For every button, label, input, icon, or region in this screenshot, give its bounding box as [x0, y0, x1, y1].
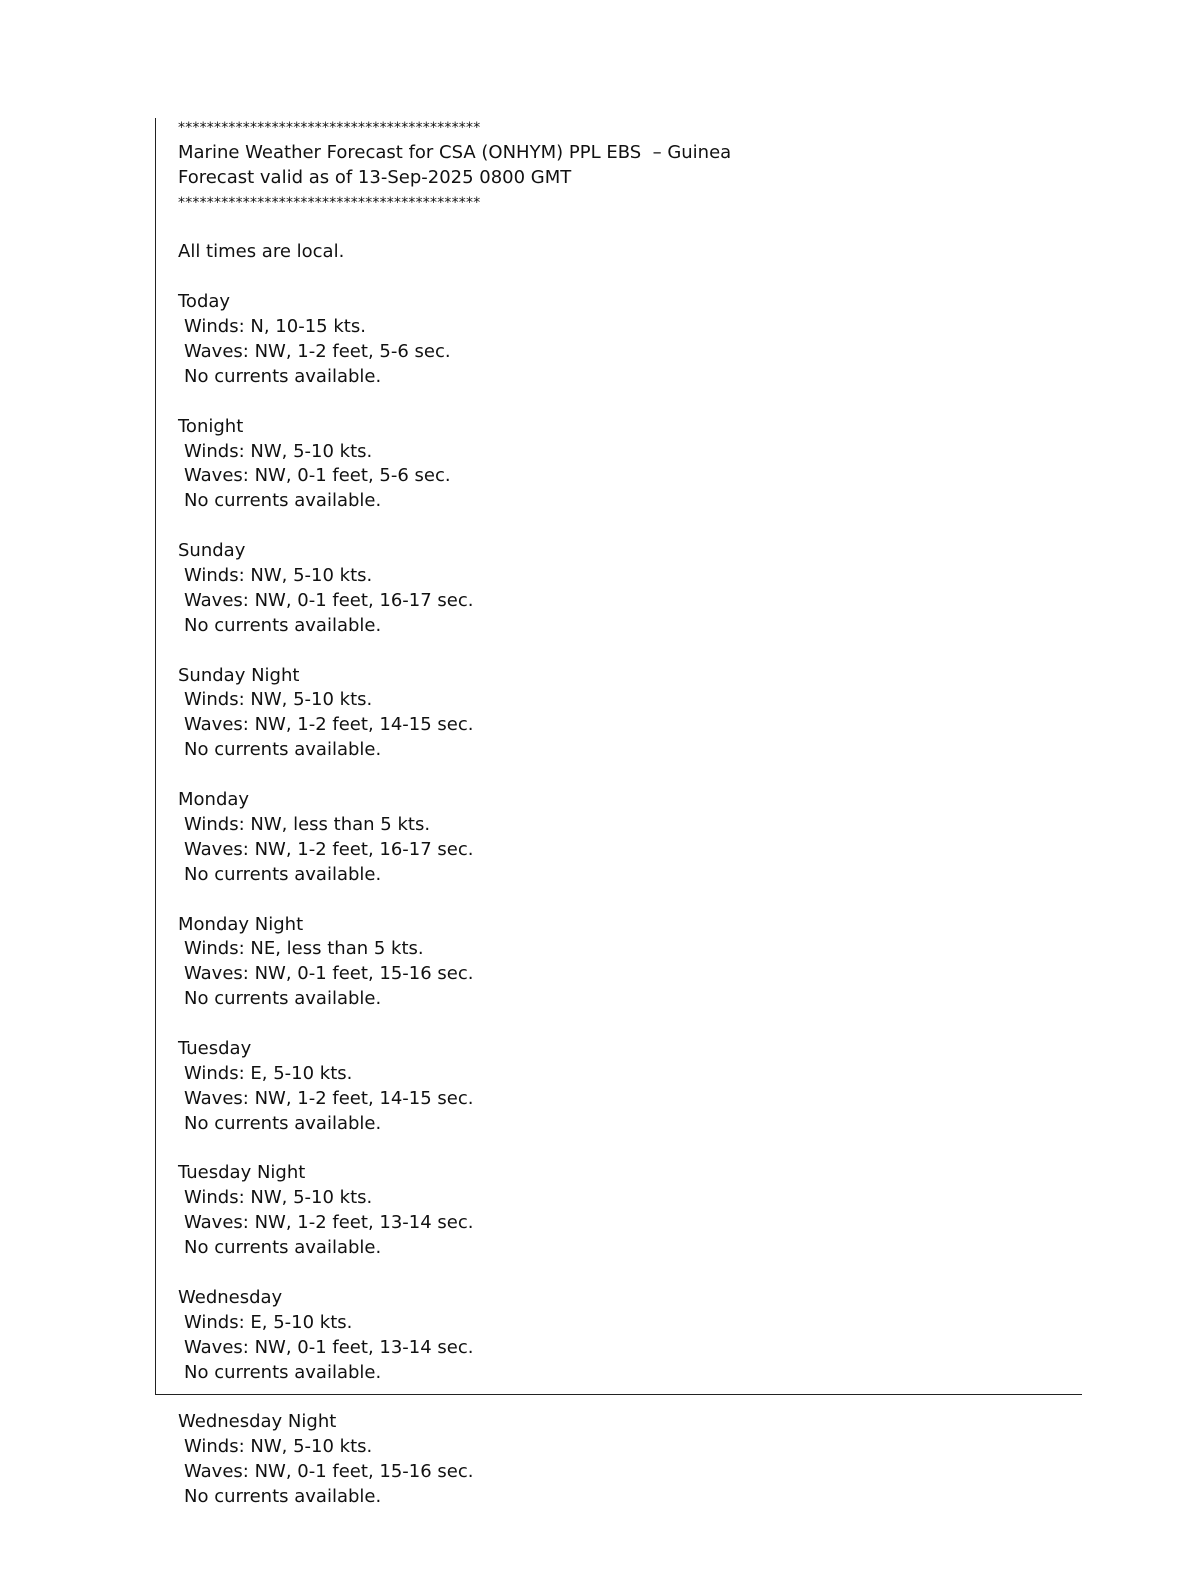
- period-winds: Winds: NE, less than 5 kts.: [184, 938, 424, 960]
- period-waves: Waves: NW, 0-1 feet, 5-6 sec.: [184, 465, 451, 487]
- period-currents: No currents available.: [184, 739, 382, 761]
- period-currents: No currents available.: [184, 365, 382, 387]
- forecast-period: [178, 1286, 1078, 1410]
- period-waves: Waves: NW, 1-2 feet, 14-15 sec.: [184, 714, 474, 736]
- forecast-valid-time: Forecast valid as of 13-Sep-2025 0800 GMT: [178, 166, 572, 188]
- spacer: [178, 390, 1078, 415]
- period-waves: Waves: NW, 0-1 feet, 16-17 sec.: [184, 589, 474, 611]
- period-waves: Waves: NW, 1-2 feet, 16-17 sec.: [184, 838, 474, 860]
- period-currents: No currents available.: [184, 988, 382, 1010]
- stars-divider-top: ******************************************: [178, 120, 481, 136]
- period-winds: Winds: NW, 5-10 kts.: [184, 1187, 373, 1209]
- period-name: Sunday Night: [178, 664, 300, 686]
- period-winds: Winds: N, 10-15 kts.: [184, 316, 366, 338]
- period-winds: Winds: NW, 5-10 kts.: [184, 440, 373, 462]
- spacer: [178, 1385, 1078, 1410]
- period-name: Tonight: [178, 415, 244, 437]
- period-waves: Waves: NW, 1-2 feet, 13-14 sec.: [184, 1212, 474, 1234]
- period-name: Today: [178, 291, 231, 313]
- spacer: [178, 639, 1078, 664]
- period-winds: Winds: E, 5-10 kts.: [184, 1062, 353, 1084]
- forecast-title: Marine Weather Forecast for CSA (ONHYM) PPL EBS – Guinea: [178, 141, 732, 163]
- period-name: Monday: [178, 789, 250, 811]
- spacer: [178, 265, 1078, 290]
- period-currents: No currents available.: [184, 1361, 382, 1383]
- period-winds: Winds: NW, 5-10 kts.: [184, 689, 373, 711]
- period-currents: No currents available.: [184, 490, 382, 512]
- period-currents: No currents available.: [184, 614, 382, 636]
- period-waves: Waves: NW, 1-2 feet, 14-15 sec.: [184, 1087, 474, 1109]
- period-winds: Winds: NW, 5-10 kts.: [184, 565, 373, 587]
- forecast-period: [178, 664, 1078, 788]
- spacer: [178, 763, 1078, 788]
- period-winds: Winds: E, 5-10 kts.: [184, 1311, 353, 1333]
- spacer: [178, 1137, 1078, 1162]
- period-winds: Winds: NW, less than 5 kts.: [184, 813, 431, 835]
- period-name: Wednesday Night: [178, 1411, 337, 1433]
- times-note: All times are local.: [178, 241, 345, 263]
- period-currents: No currents available.: [184, 863, 382, 885]
- period-currents: No currents available.: [184, 1112, 382, 1134]
- period-winds: Winds: NW, 5-10 kts.: [184, 1436, 373, 1458]
- period-waves: Waves: NW, 0-1 feet, 13-14 sec.: [184, 1336, 474, 1358]
- period-name: Wednesday: [178, 1286, 283, 1308]
- spacer: [178, 888, 1078, 913]
- period-name: Tuesday: [178, 1037, 252, 1059]
- period-waves: Waves: NW, 0-1 feet, 15-16 sec.: [184, 1461, 474, 1483]
- forecast-period: [178, 1410, 1078, 1510]
- forecast-document: [178, 116, 1078, 1510]
- forecast-period: [178, 788, 1078, 912]
- period-currents: No currents available.: [184, 1237, 382, 1259]
- period-waves: Waves: NW, 1-2 feet, 5-6 sec.: [184, 341, 451, 363]
- forecast-period: [178, 415, 1078, 539]
- period-currents: No currents available.: [184, 1485, 382, 1507]
- spacer: [178, 216, 1078, 241]
- stars-divider-bottom: ******************************************: [178, 194, 481, 211]
- period-name: Sunday: [178, 540, 246, 562]
- forecast-period: [178, 290, 1078, 414]
- forecast-period: [178, 1161, 1078, 1285]
- forecast-period: [178, 913, 1078, 1037]
- spacer: [178, 514, 1078, 539]
- spacer: [178, 1012, 1078, 1037]
- period-name: Tuesday Night: [178, 1162, 306, 1184]
- forecast-period: [178, 1037, 1078, 1161]
- forecast-period: [178, 539, 1078, 663]
- period-name: Monday Night: [178, 913, 304, 935]
- period-waves: Waves: NW, 0-1 feet, 15-16 sec.: [184, 963, 474, 985]
- spacer: [178, 1261, 1078, 1286]
